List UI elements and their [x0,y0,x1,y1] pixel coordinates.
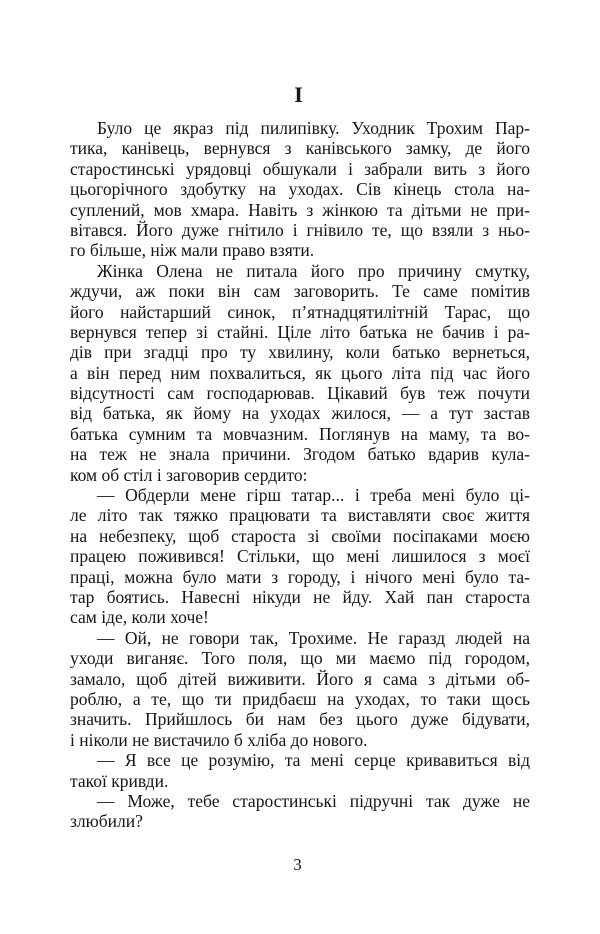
text-line: старостинські урядовці обшукали і забрали вить з його [70,158,530,179]
text-line: го більше, ніж мали право взяти. [70,240,315,261]
text-line: його найстарший синок, п’ятнадцятилітній Тарас, що [70,301,530,322]
text-line: ждучи, аж поки він сам заговорить. Те саме помітив [70,281,530,302]
text-line: вернувся тепер зі стайні. Ціле літо батька не бачив і ра- [70,321,530,342]
paragraph [70,261,530,485]
text-line: а він перед ним похвалиться, як цього літа під час його [70,362,530,383]
text-line: — Обдерли мене гірш татар... і треба мені було ці- [97,485,530,506]
text-block [70,118,530,832]
text-line: Жінка Олена не питала його про причину смутку, [97,260,530,281]
text-line: — Ой, не говори так, Трохиме. Не гаразд людей на [97,627,530,648]
text-line: замало, щоб дітей виживити. Його я сама з дітьми об- [70,668,530,689]
page-number: 3 [293,855,302,874]
text-line: тика, канівець, вернувся з канівського замку, де його [70,138,530,159]
text-line: вітався. Його дуже гнітило і гнівило те, що взяли з ньо- [70,219,530,240]
text-line: дів при згадці про ту хвилину, коли батько вернеться, [70,342,530,363]
text-line: ле літо так тяжко працювати та виставляти своє життя [70,505,530,526]
text-line: ком об стіл і заговорив сердито: [70,464,308,485]
text-line: від батька, як йому на уходах жилося, — а тут застав [70,403,530,424]
text-line: сам іде, коли хоче! [70,607,209,628]
text-line: значить. Прийшлось би нам без цього дуже бідувати, [70,709,530,730]
text-line: на теж не знала причини. Згодом батько вдарив кула- [70,444,530,465]
paragraph [70,485,530,628]
paragraph [70,628,530,750]
paragraph [70,750,530,791]
text-line: тар боятись. Навесні нікуди не йду. Хай пан староста [70,586,530,607]
text-line: цьогорічного здобутку на уходах. Сів кінець стола на- [70,179,530,200]
text-line: такої кривди. [70,770,169,791]
text-line: роблю, а те, що ти придбаєш на уходах, то таки щось [70,688,530,709]
text-line: злюбили? [70,811,143,832]
text-line: відсутності сам господарював. Цікавий був теж почути [70,383,530,404]
text-line: — Може, тебе старостинські підручні так дуже не [97,790,530,811]
text-line: батька сумним та мовчазним. Поглянув на маму, та во- [70,423,530,444]
paragraph [70,118,530,261]
text-line: працею поживився! Стільки, що мені лишилося з моєї [70,546,530,567]
text-line: праці, можна було мати з городу, і нічого мені було та- [70,566,530,587]
text-line: — Я все це розумію, та мені серце кривавиться від [97,750,530,771]
text-line: уходи виганяє. Того поля, що ми маємо під городом, [70,648,530,669]
paragraph [70,791,530,832]
text-line: на небезпеку, щоб староста зі своїми посіпаками моєю [70,525,530,546]
chapter-heading: I [294,82,304,107]
text-line: суплений, мов хмара. Навіть з жінкою та дітьми не при- [70,199,530,220]
text-line: Було це якраз під пилипівку. Уходник Трохим Пар- [97,118,530,138]
text-line: і ніколи не вистачило б хліба до нового. [70,729,368,750]
